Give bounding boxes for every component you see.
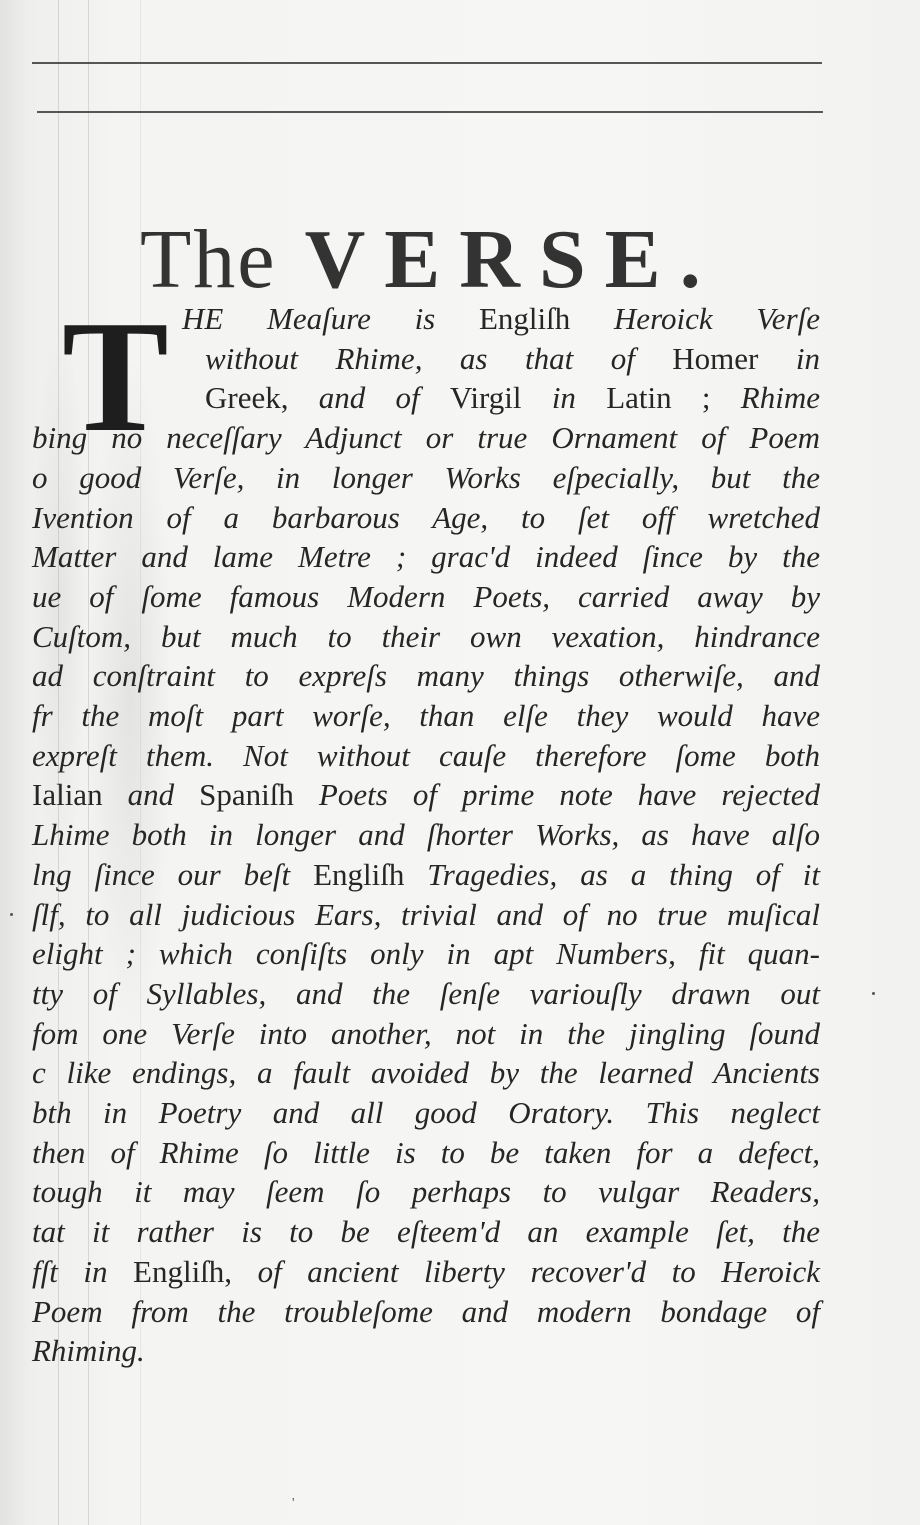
text-segment: fom one Verſe into another, not in the jingling ſound — [32, 1015, 820, 1051]
text-segment: Virgil — [449, 380, 552, 416]
text-line — [205, 380, 820, 416]
text-segment: expreſt them. Not without cauſe therefore ſome both — [32, 737, 820, 773]
text-segment: of ancient liberty recover'd to Heroick — [257, 1253, 820, 1289]
text-line — [32, 1214, 820, 1250]
text-line — [32, 856, 821, 892]
page-mark: ' — [292, 1496, 295, 1511]
text-line — [32, 1015, 820, 1051]
text-line — [32, 737, 820, 773]
page-title — [140, 213, 720, 307]
text-segment: Heroick Verſe — [613, 301, 820, 336]
text-segment: HE — [182, 301, 268, 336]
text-segment: tough it may ſeem ſo perhaps to vulgar Readers, — [32, 1174, 820, 1210]
text-segment: lng ſince our beſt — [32, 856, 314, 892]
text-segment: in — [795, 340, 820, 376]
text-line — [32, 777, 820, 813]
text-segment: elight ; which conſiſts only in apt Numbers, fit quan- — [32, 936, 820, 972]
text-segment: without Rhime, as that of — [205, 340, 673, 376]
text-line — [32, 975, 820, 1011]
text-line — [32, 539, 820, 575]
text-line — [32, 1333, 145, 1369]
text-segment: Matter and lame Metre ; grac'd indeed ſince by the — [32, 539, 820, 575]
text-line — [32, 1253, 820, 1289]
text-segment: c like endings, a fault avoided by the learned Ancients — [32, 1055, 820, 1091]
text-segment: Tragedies, as a thing of it — [427, 856, 821, 892]
text-segment: ue of ſome famous Modern Poets, carried away by — [32, 578, 820, 614]
second-rule — [37, 111, 823, 113]
text-segment: Spaniſh — [199, 777, 319, 813]
text-line — [32, 420, 820, 456]
text-line — [32, 459, 820, 495]
text-line — [32, 1174, 820, 1210]
text-segment: Rhime — [740, 380, 820, 416]
drop-cap: T — [62, 287, 169, 465]
text-line — [32, 618, 820, 654]
text-segment: fſt in — [32, 1253, 134, 1289]
text-segment: and of — [318, 380, 450, 416]
text-segment: Engliſh — [478, 301, 614, 336]
text-line — [32, 1055, 820, 1091]
text-line — [32, 578, 820, 614]
text-segment: fr the moſt part worſe, than elſe they would have — [32, 698, 820, 733]
text-segment: tat it rather is to be eſteem'd an example ſet, the — [32, 1214, 820, 1250]
top-rule — [32, 62, 822, 64]
text-segment: tty of Syllables, and the ſenſe variouſly drawn out — [32, 975, 820, 1011]
text-segment: Greek, — [205, 380, 319, 416]
text-line — [32, 1134, 820, 1170]
text-line — [32, 499, 820, 535]
text-line — [32, 936, 820, 972]
text-segment: Lhime both in longer and ſhorter Works, as have alſo — [32, 817, 820, 853]
text-segment: Poem from the troubleſome and modern bondage of — [32, 1293, 820, 1329]
text-segment: then of Rhime ſo little is to be taken for a defect, — [32, 1134, 820, 1170]
text-line — [32, 896, 820, 932]
ink-speck — [872, 992, 875, 995]
text-segment: Homer — [672, 340, 796, 376]
text-segment: Meaſure is — [267, 301, 479, 336]
text-segment: Cuſtom, but much to their own vexation, hindrance — [32, 618, 820, 654]
text-segment: bth in Poetry and all good Oratory. This neglect — [32, 1095, 820, 1130]
text-segment: Rhiming. — [32, 1333, 145, 1369]
text-segment: bing no neceſſary Adjunct or true Ornament of Poem — [32, 420, 820, 456]
text-segment: ad conſtraint to expreſs many things otherwiſe, and — [32, 658, 820, 694]
text-line — [32, 658, 820, 694]
title-main: VERSE. — [304, 213, 720, 307]
text-line — [32, 817, 820, 853]
text-segment: Ivention of a barbarous Age, to ſet off wretched — [32, 499, 820, 535]
text-line — [205, 340, 820, 376]
text-line — [32, 1293, 820, 1329]
text-line — [32, 700, 820, 731]
text-segment: Latin ; — [606, 380, 741, 416]
text-line — [32, 1097, 820, 1128]
text-segment: in — [551, 380, 607, 416]
ink-speck — [10, 913, 13, 916]
text-segment: Engliſh, — [133, 1253, 258, 1289]
text-segment: Poets of prime note have rejected — [318, 777, 820, 813]
title-prefix: The — [140, 213, 277, 307]
text-segment: Engliſh — [313, 856, 428, 892]
text-segment: ſlf, to all judicious Ears, trivial and of no true muſical — [32, 896, 820, 932]
text-segment: o good Verſe, in longer Works eſpecially, but the — [32, 459, 820, 495]
text-segment: and — [127, 777, 200, 813]
text-line — [182, 303, 820, 334]
text-segment: Ialian — [32, 777, 128, 813]
